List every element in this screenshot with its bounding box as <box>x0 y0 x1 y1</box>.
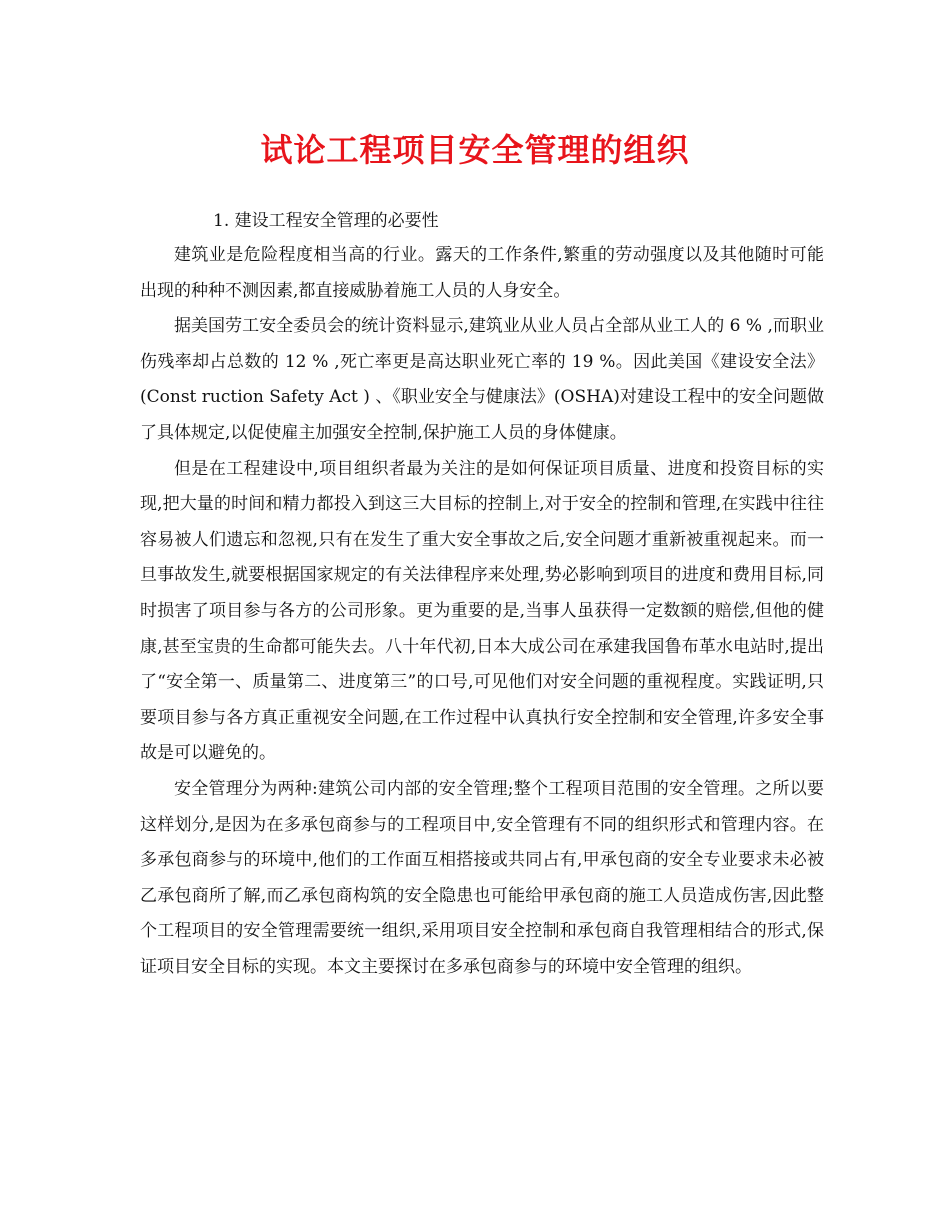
section-heading: 1. 建设工程安全管理的必要性 <box>213 211 439 231</box>
paragraph: 但是在工程建设中,项目组织者最为关注的是如何保证项目质量、进度和投资目标的实现,把大量的时间和精力都投入到这三大目标的控制上,对于安全的控制和管理,在实践中往往容易被人们遗忘和忽视,只有在发生了重大安全事故之后,安全问题才重新被重视起来。而一旦事故发生,就要根据国家规定的有关法律程序来处理,势必影响到项目的进度和费用目标,同时损害了项目参与各方的公司形象。更为重要的是,当事人虽获得一定数额的赔偿,但他的健康,甚至宝贵的生命都可能失去。八十年代初,日本大成公司在承建我国鲁布革水电站时,提出了“安全第一、质量第二、进度第三”的口号,可见他们对安全问题的重视程度。实践证明,只要项目参与各方真正重视安全问题,在工作过程中认真执行安全控制和安全管理,许多安全事故是可以避免的。 <box>140 458 824 764</box>
document-body <box>140 238 824 985</box>
document-title: 试论工程项目安全管理的组织 <box>260 131 690 169</box>
paragraph: 据美国劳工安全委员会的统计资料显示,建筑业从业人员占全部从业工人的 6 % ,而职业伤残率却占总数的 12 % ,死亡率更是高达职业死亡率的 19 %。因此美国《建设安全法》(Const ruction Safety Act ) 、《职业安全与健康法》(OSHA)对建设工程中的安全问题做了具体规定,以促使雇主加强安全控制,保护施工人员的身体健康。 <box>140 316 824 443</box>
paragraph: 建筑业是危险程度相当高的行业。露天的工作条件,繁重的劳动强度以及其他随时可能出现的种种不测因素,都直接威胁着施工人员的人身安全。 <box>140 245 824 301</box>
paragraph: 安全管理分为两种:建筑公司内部的安全管理;整个工程项目范围的安全管理。之所以要这样划分,是因为在多承包商参与的工程项目中,安全管理有不同的组织形式和管理内容。在多承包商参与的环境中,他们的工作面互相搭接或共同占有,甲承包商的安全专业要求未必被乙承包商所了解,而乙承包商构筑的安全隐患也可能给甲承包商的施工人员造成伤害,因此整个工程项目的安全管理需要统一组织,采用项目安全控制和承包商自我管理相结合的形式,保证项目安全目标的实现。本文主要探讨在多承包商参与的环境中安全管理的组织。 <box>140 778 824 977</box>
